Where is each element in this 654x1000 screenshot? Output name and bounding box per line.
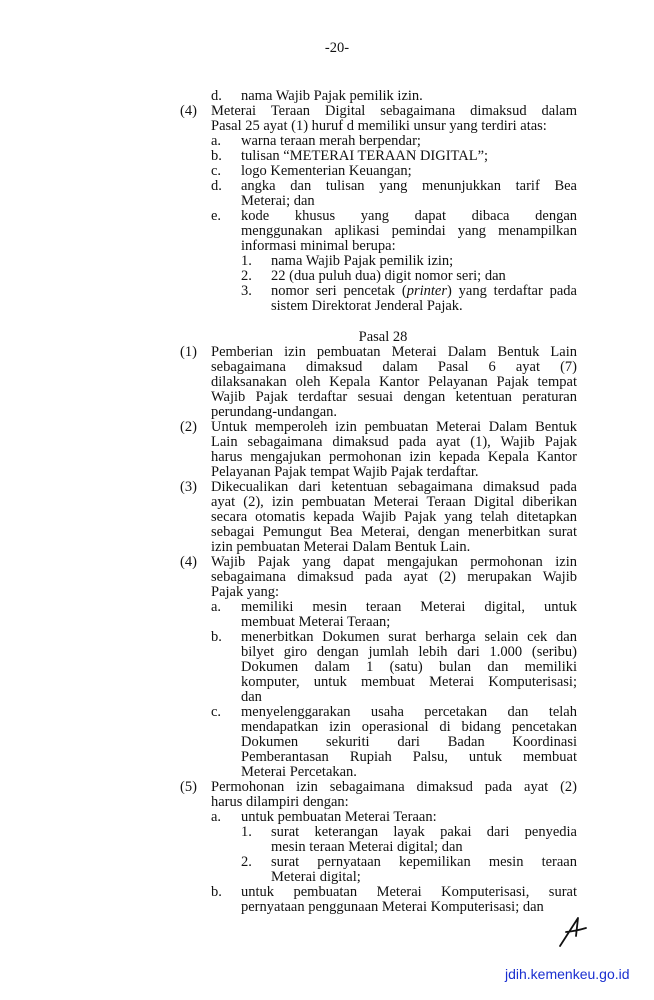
line-text: Meterai; dan xyxy=(241,193,315,209)
line-text: Pasal 28 xyxy=(358,329,408,345)
text-line xyxy=(0,600,654,615)
text-line xyxy=(0,840,654,855)
section-heading xyxy=(0,330,654,345)
text-line xyxy=(0,465,654,480)
line-text: nama Wajib Pajak pemilik izin. xyxy=(241,88,423,104)
line-text: Dokumen sekuriti dari Badan Koordinasi xyxy=(241,734,577,750)
text-line xyxy=(0,510,654,525)
text-line xyxy=(0,420,654,435)
item-number: a. xyxy=(211,809,222,825)
text-line xyxy=(0,765,654,780)
text-line xyxy=(0,825,654,840)
line-text: nomor seri pencetak (printer) yang terdaftar pada xyxy=(271,283,577,299)
spacer xyxy=(0,314,654,330)
text-line xyxy=(0,89,654,104)
text-line xyxy=(0,810,654,825)
text-line xyxy=(0,239,654,254)
line-text: Pemberantasan Rupiah Palsu, untuk membuat xyxy=(241,749,577,765)
line-text: untuk pembuatan Meterai Komputerisasi, surat xyxy=(241,884,577,900)
line-text: harus dilampiri dengan: xyxy=(211,794,349,810)
text-line xyxy=(0,855,654,870)
text-line xyxy=(0,390,654,405)
text-line xyxy=(0,405,654,420)
text-line xyxy=(0,345,654,360)
text-line xyxy=(0,360,654,375)
text-line xyxy=(0,269,654,284)
text-line xyxy=(0,209,654,224)
line-text: Dikecualikan dari ketentuan sebagaimana dimaksud pada xyxy=(211,479,577,495)
item-number: d. xyxy=(211,88,222,104)
item-number: (4) xyxy=(180,554,197,570)
text-line xyxy=(0,690,654,705)
text-line xyxy=(0,194,654,209)
text-line xyxy=(0,450,654,465)
line-text: surat keterangan layak pakai dari penyedia xyxy=(271,824,577,840)
text-line xyxy=(0,660,654,675)
text-line xyxy=(0,720,654,735)
text-line xyxy=(0,675,654,690)
line-text: Wajib Pajak terdaftar sesuai dengan ketentuan peraturan xyxy=(211,389,577,405)
item-number: e. xyxy=(211,208,222,224)
line-text: Permohonan izin sebagaimana dimaksud pada ayat (2) xyxy=(211,779,577,795)
line-text: membuat Meterai Teraan; xyxy=(241,614,391,630)
item-number: b. xyxy=(211,148,222,164)
item-number: a. xyxy=(211,133,222,149)
line-text: tulisan “METERAI TERAAN DIGITAL”; xyxy=(241,148,489,164)
text-line xyxy=(0,585,654,600)
line-text: dilaksanakan oleh Kepala Kantor Pelayanan Pajak tempat xyxy=(211,374,577,390)
document-body xyxy=(0,89,654,915)
text-line xyxy=(0,224,654,239)
line-text: Untuk memperoleh izin pembuatan Meterai Dalam Bentuk xyxy=(211,419,577,435)
footer-link[interactable]: jdih.kemenkeu.go.id xyxy=(505,966,630,982)
item-number: (3) xyxy=(180,479,197,495)
item-number: 2. xyxy=(241,854,252,870)
text-line xyxy=(0,795,654,810)
item-number: 1. xyxy=(241,824,252,840)
item-number: 2. xyxy=(241,268,252,284)
text-line xyxy=(0,525,654,540)
line-text: logo Kementerian Keuangan; xyxy=(241,163,412,179)
text-line xyxy=(0,179,654,194)
line-text: Meterai Percetakan. xyxy=(241,764,357,780)
line-text: memiliki mesin teraan Meterai digital, untuk xyxy=(241,599,577,615)
text-line xyxy=(0,375,654,390)
line-text: menggunakan aplikasi pemindai yang menampilkan xyxy=(241,223,577,239)
text-line xyxy=(0,645,654,660)
line-text: Meterai digital; xyxy=(271,869,361,885)
line-text: Pasal 25 ayat (1) huruf d memiliki unsur yang terdiri atas: xyxy=(211,118,547,134)
line-text: pernyataan penggunaan Meterai Komputerisasi; dan xyxy=(241,899,544,915)
signature-initial-icon xyxy=(558,912,590,948)
line-text: Dokumen dalam 1 (satu) bulan dan memiliki xyxy=(241,659,577,675)
line-text: Pelayanan Pajak tempat Wajib Pajak terdaftar. xyxy=(211,464,479,480)
line-text: Pemberian izin pembuatan Meterai Dalam Bentuk Lain xyxy=(211,344,577,360)
line-text: mesin teraan Meterai digital; dan xyxy=(271,839,463,855)
line-text: harus mengajukan permohonan izin kepada Kepala Kantor xyxy=(211,449,577,465)
line-text: sebagaimana dimaksud pada ayat (2) merupakan Wajib xyxy=(211,569,577,585)
line-text: Wajib Pajak yang dapat mengajukan permohonan izin xyxy=(211,554,577,570)
text-line xyxy=(0,254,654,269)
page-number: -20- xyxy=(324,40,350,56)
text-line xyxy=(0,540,654,555)
line-text: secara otomatis kepada Wajib Pajak yang telah ditetapkan xyxy=(211,509,577,525)
line-text: bilyet giro dengan jumlah lebih dari 1.000 (seribu) xyxy=(241,644,577,660)
text-line xyxy=(0,900,654,915)
line-text: kode khusus yang dapat dibaca dengan xyxy=(241,208,577,224)
text-line xyxy=(0,735,654,750)
line-text: Meterai Teraan Digital sebagaimana dimaksud dalam xyxy=(211,103,577,119)
item-number: 1. xyxy=(241,253,252,269)
item-number: (1) xyxy=(180,344,197,360)
text-line xyxy=(0,134,654,149)
text-line xyxy=(0,615,654,630)
item-number: b. xyxy=(211,629,222,645)
text-line xyxy=(0,495,654,510)
text-line xyxy=(0,750,654,765)
text-line xyxy=(0,480,654,495)
line-text: sistem Direktorat Jenderal Pajak. xyxy=(271,298,463,314)
line-text: 22 (dua puluh dua) digit nomor seri; dan xyxy=(271,268,506,284)
line-text: menyelenggarakan usaha percetakan dan telah xyxy=(241,704,577,720)
text-line xyxy=(0,149,654,164)
item-number: c. xyxy=(211,163,222,179)
line-text: informasi minimal berupa: xyxy=(241,238,396,254)
text-line xyxy=(0,119,654,134)
text-line xyxy=(0,104,654,119)
line-text: Pajak yang: xyxy=(211,584,280,600)
line-text: komputer, untuk membuat Meterai Komputerisasi; xyxy=(241,674,577,690)
text-line xyxy=(0,284,654,299)
item-number: (5) xyxy=(180,779,197,795)
item-number: d. xyxy=(211,178,222,194)
line-text: Lain sebagaimana dimaksud pada ayat (1), Wajib Pajak xyxy=(211,434,577,450)
item-number: (4) xyxy=(180,103,197,119)
item-number: b. xyxy=(211,884,222,900)
text-line xyxy=(0,705,654,720)
text-line xyxy=(0,435,654,450)
item-number: a. xyxy=(211,599,222,615)
line-text: surat pernyataan kepemilikan mesin teraan xyxy=(271,854,577,870)
line-text: untuk pembuatan Meterai Teraan: xyxy=(241,809,437,825)
text-line xyxy=(0,555,654,570)
line-text: sebagaimana dimaksud dalam Pasal 6 ayat (7) xyxy=(211,359,577,375)
text-line xyxy=(0,870,654,885)
line-text: warna teraan merah berpendar; xyxy=(241,133,421,149)
line-text: ayat (2), izin pembuatan Meterai Teraan Digital diberikan xyxy=(211,494,577,510)
text-line xyxy=(0,630,654,645)
text-line xyxy=(0,570,654,585)
line-text: perundang-undangan. xyxy=(211,404,338,420)
line-text: mendapatkan izin operasional di bidang pencetakan xyxy=(241,719,577,735)
line-text: nama Wajib Pajak pemilik izin; xyxy=(271,253,454,269)
line-text: dan xyxy=(241,689,262,705)
item-number: 3. xyxy=(241,283,252,299)
text-line xyxy=(0,299,654,314)
text-line xyxy=(0,885,654,900)
item-number: (2) xyxy=(180,419,197,435)
line-text: menerbitkan Dokumen surat berharga selain cek dan xyxy=(241,629,577,645)
line-text: sebagai Pemungut Bea Meterai, dengan menerbitkan surat xyxy=(211,524,577,540)
line-text: izin pembuatan Meterai Dalam Bentuk Lain. xyxy=(211,539,471,555)
item-number: c. xyxy=(211,704,222,720)
line-text: angka dan tulisan yang menunjukkan tarif Bea xyxy=(241,178,577,194)
text-line xyxy=(0,780,654,795)
text-line xyxy=(0,164,654,179)
